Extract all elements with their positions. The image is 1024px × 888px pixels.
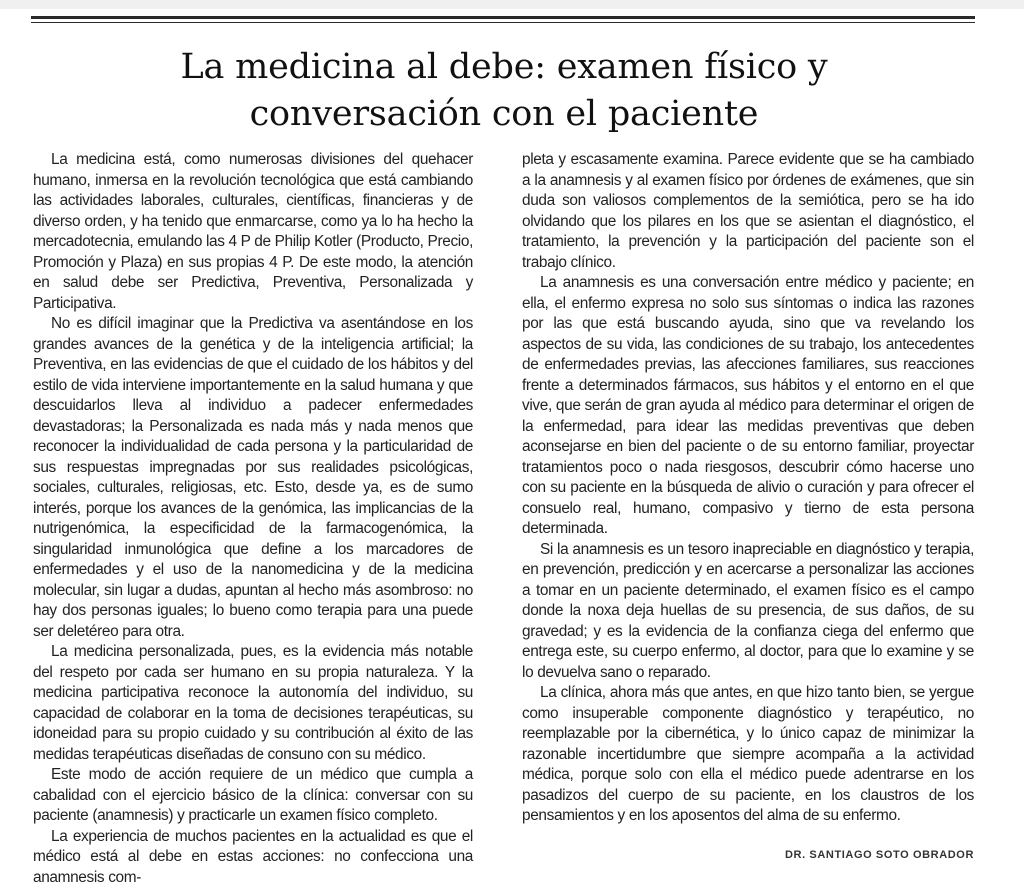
paragraph-personalized: La medicina personalizada, pues, es la evidencia más notable del respeto por cada ser humano en su propia naturaleza. Y la medicina participativa reconoce la autonomía del individuo, su capacidad de colaborar en la toma de decisiones terapéuticas, su idoneidad para su propio cuidado y su contribución al éxito de las medidas terapéuticas diseñadas de consuno con su médico. xyxy=(33,642,473,765)
header-rule-thin xyxy=(31,22,975,23)
article-headline xyxy=(40,44,968,138)
paragraph-experience: La experiencia de muchos pacientes en la actualidad es que el médico está al debe en estas acciones: no confecciona una anamnesis com- xyxy=(33,827,473,888)
paragraph-clinic: La clínica, ahora más que antes, en que hizo tanto bien, se yergue como insuperable componente diagnóstico y terapéutico, no reemplazable por la cibernética, y lo único capaz de minimizar la razonable incertidumbre que siempre acompaña a la actividad médica, porque solo con ella el médico puede adentrarse en los pasadizos del cuerpo de su paciente, en los claustros de los pensamientos y en los aposentos del alma de su enfermo. xyxy=(522,683,974,827)
headline-line-2: conversación con el paciente xyxy=(250,94,759,134)
paragraph-physical-exam: Si la anamnesis es un tesoro inapreciable en diagnóstico y terapia, en prevención, predicción y en acercarse a personalizar las acciones a tomar en un paciente determinado, el examen físico es el campo donde la noxa deja huellas de su presencia, de sus daños, de su gravedad; y es la evidencia de la confianza ciega del enfermo que entrega este, su cuerpo enfermo, al doctor, para que lo examine y se lo devuelva sano o reparado. xyxy=(522,540,974,684)
article-column-left xyxy=(33,150,473,888)
paragraph-action: Este modo de acción requiere de un médico que cumpla a cabalidad con el ejercicio básico de la clínica: conversar con su paciente (anamnesis) y practicarle un examen físico completo. xyxy=(33,765,473,827)
headline-line-1: La medicina al debe: examen físico y xyxy=(181,47,828,87)
header-rule-thick xyxy=(31,16,975,19)
paragraph-continued: pleta y escasamente examina. Parece evidente que se ha cambiado a la anamnesis y al examen físico por órdenes de exámenes, que sin duda son valiosos complementos de la semiótica, pero se ha ido olvidando que los pilares en los que se asientan el diagnóstico, el tratamiento, la prevención y la participación del paciente son el trabajo clínico. xyxy=(522,150,974,273)
article-column-right xyxy=(522,150,974,865)
paragraph-predictive: No es difícil imaginar que la Predictiva va asentándose en los grandes avances de la genética y de la inteligencia artificial; la Preventiva, en las evidencias de que el cuidado de los hábitos y del estilo de vida interviene importantemente en la salud humana y que descuidarlos lleva al individuo a padecer enfermedades devastadoras; la Personalizada es nada más y nada menos que reconocer la individualidad de cada persona y la particularidad de sus respuestas impregnadas por sus realidades psicológicas, sociales, culturales, religiosas, etc. Esto, desde ya, es de sumo interés, porque los avances de la genómica, las implicancias de la nutrigenómica, la especificidad de la farmacogenómica, la singularidad inmunológica que define a los marcadores de enfermedades y el uso de la nanomedicina y de la medicina molecular, sin lugar a dudas, apuntan al hecho más asombroso: no hay dos personas iguales; lo bueno como terapia para una puede ser deletéreo para otra. xyxy=(33,314,473,642)
paragraph-anamnesis: La anamnesis es una conversación entre médico y paciente; en ella, el enfermo expresa no solo sus síntomas o indica las razones por las que está buscando ayuda, sino que va revelando los aspectos de su vida, las condiciones de su trabajo, los antecedentes de enfermedades previas, las afecciones familiares, sus reacciones frente a determinados fármacos, sus hábitos y el entorno en el que vive, que serán de gran ayuda al médico para determinar el origen de la enfermedad, para idear las medidas preventivas que deben aconsejarse en bien del paciente o de su entorno familiar, proyectar tratamientos poco o nada riesgosos, descubrir cómo hacerse uno con su paciente en la búsqueda de alivio o curación y para ofrecer el consuelo real, humano, compasivo y tierno de esta persona determinada. xyxy=(522,273,974,540)
paragraph-intro: La medicina está, como numerosas divisiones del quehacer humano, inmersa en la revolución tecnológica que está cambiando las actividades laborales, culturales, científicas, financieras y de diverso orden, y ha tenido que enmarcarse, como ya lo ha hecho la mercadotecnia, emulando las 4 P de Philip Kotler (Producto, Precio, Promoción y Plaza) en sus propias 4 P. De este modo, la atención en salud debe ser Predictiva, Preventiva, Personalizada y Participativa. xyxy=(33,150,473,314)
page-top-border xyxy=(0,0,1024,9)
author-signature: DR. SANTIAGO SOTO OBRADOR xyxy=(522,845,974,866)
